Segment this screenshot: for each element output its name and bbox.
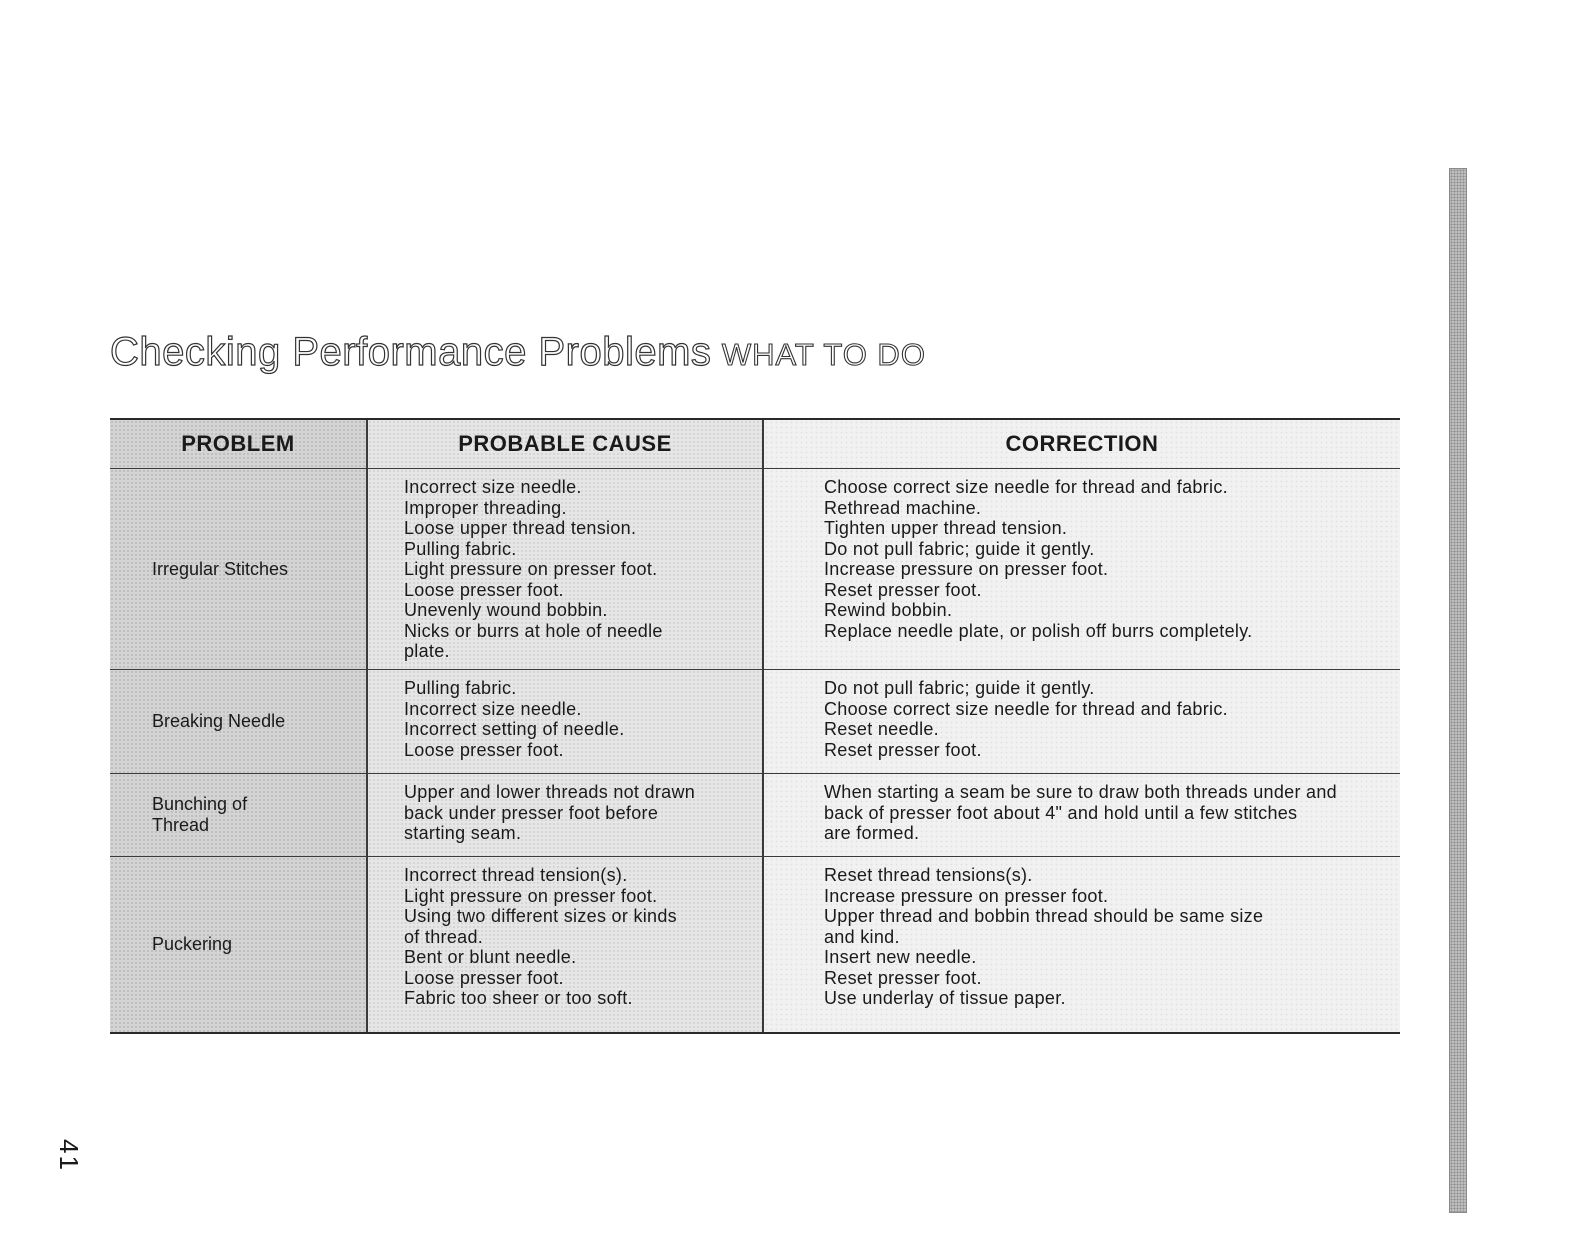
correction-line: are formed.	[824, 823, 920, 843]
cause-line: Incorrect thread tension(s).	[404, 865, 628, 885]
problem-cell	[110, 774, 368, 856]
cause-line: Incorrect size needle.	[404, 698, 582, 719]
correction-line: Do not pull fabric; guide it gently.	[824, 678, 1095, 698]
problem-label	[152, 774, 356, 856]
problem-cell	[110, 670, 368, 773]
correction-line: back of presser foot about 4" and hold until a few stitches	[824, 802, 1298, 823]
cause-line: Unevenly wound bobbin.	[404, 600, 608, 620]
cause-line: plate.	[404, 641, 450, 661]
correction-line: Choose correct size needle for thread and fabric.	[824, 477, 1228, 497]
correction-list	[824, 782, 1390, 844]
correction-line: Use underlay of tissue paper.	[824, 988, 1066, 1008]
page-edge-tab	[1449, 168, 1467, 1213]
correction-line: Rethread machine.	[824, 497, 982, 518]
cause-line: Using two different sizes or kinds	[404, 906, 677, 926]
correction-line: When starting a seam be sure to draw both threads under and	[824, 782, 1337, 802]
problem-label: Breaking Needle	[152, 711, 286, 731]
page-title-sub: WHAT TO DO	[721, 337, 926, 372]
cause-cell	[368, 774, 764, 856]
cause-line: Fabric too sheer or too soft.	[404, 988, 633, 1008]
table-row	[110, 669, 1400, 773]
cause-line: Light pressure on presser foot.	[404, 885, 658, 906]
cause-line: back under presser foot before	[404, 802, 659, 823]
problem-cell	[110, 469, 368, 669]
table-header-row	[110, 420, 1400, 468]
table-row	[110, 856, 1400, 1032]
correction-line: Reset thread tensions(s).	[824, 865, 1033, 885]
correction-list	[824, 477, 1390, 641]
cause-cell	[368, 670, 764, 773]
cause-line: Improper threading.	[404, 497, 567, 518]
correction-line: Increase pressure on presser foot.	[824, 559, 1109, 579]
cause-line: Loose upper thread tension.	[404, 518, 637, 538]
cause-line: Light pressure on presser foot.	[404, 559, 658, 579]
page-number: 41	[53, 1139, 84, 1172]
cause-line: Bent or blunt needle.	[404, 947, 577, 967]
cause-line: of thread.	[404, 926, 484, 947]
cause-list	[404, 477, 752, 662]
correction-line: Upper thread and bobbin thread should be same size	[824, 906, 1264, 926]
cause-line: starting seam.	[404, 823, 522, 843]
cause-line: Loose presser foot.	[404, 739, 564, 760]
header-cause-label: PROBABLE CAUSE	[458, 431, 672, 456]
cause-line: Loose presser foot.	[404, 579, 564, 600]
correction-line: Rewind bobbin.	[824, 600, 953, 620]
problem-label: Puckering	[152, 934, 233, 954]
header-cell-cause	[368, 420, 764, 468]
correction-line: Do not pull fabric; guide it gently.	[824, 538, 1095, 559]
correction-line: Reset presser foot.	[824, 967, 982, 988]
header-cell-correction	[764, 420, 1400, 468]
cause-cell	[368, 469, 764, 669]
page-title	[110, 332, 926, 372]
header-problem-label: PROBLEM	[181, 431, 295, 456]
page-title-main: Checking Performance Problems	[110, 330, 712, 374]
correction-line: Tighten upper thread tension.	[824, 518, 1068, 538]
correction-line: Reset presser foot.	[824, 579, 982, 600]
cause-line: Incorrect size needle.	[404, 477, 582, 497]
correction-line: and kind.	[824, 926, 900, 947]
troubleshooting-table	[110, 418, 1400, 1034]
correction-line: Choose correct size needle for thread and fabric.	[824, 698, 1228, 719]
cause-cell	[368, 857, 764, 1032]
correction-line: Increase pressure on presser foot.	[824, 885, 1109, 906]
table-row	[110, 468, 1400, 669]
table-row	[110, 773, 1400, 856]
cause-line: Nicks or burrs at hole of needle	[404, 620, 663, 641]
correction-line: Replace needle plate, or polish off burrs completely.	[824, 620, 1253, 641]
problem-label-line: Bunching of	[152, 794, 248, 814]
correction-line: Reset needle.	[824, 719, 939, 739]
problem-label-line: Thread	[152, 815, 210, 835]
correction-line: Insert new needle.	[824, 947, 977, 967]
header-cell-problem	[110, 420, 368, 468]
cause-line: Pulling fabric.	[404, 538, 517, 559]
correction-list	[824, 678, 1390, 760]
cause-list	[404, 865, 752, 1009]
cause-line: Upper and lower threads not drawn	[404, 782, 696, 802]
correction-list	[824, 865, 1390, 1009]
correction-cell	[764, 774, 1400, 856]
problem-cell	[110, 857, 368, 1032]
cause-line: Pulling fabric.	[404, 678, 517, 698]
correction-cell	[764, 670, 1400, 773]
cause-list	[404, 678, 752, 760]
cause-list	[404, 782, 752, 844]
header-correction-label: CORRECTION	[1005, 431, 1159, 456]
cause-line: Loose presser foot.	[404, 967, 564, 988]
correction-cell	[764, 857, 1400, 1032]
cause-line: Incorrect setting of needle.	[404, 719, 625, 739]
correction-cell	[764, 469, 1400, 669]
problem-label: Irregular Stitches	[152, 558, 289, 579]
correction-line: Reset presser foot.	[824, 739, 982, 760]
